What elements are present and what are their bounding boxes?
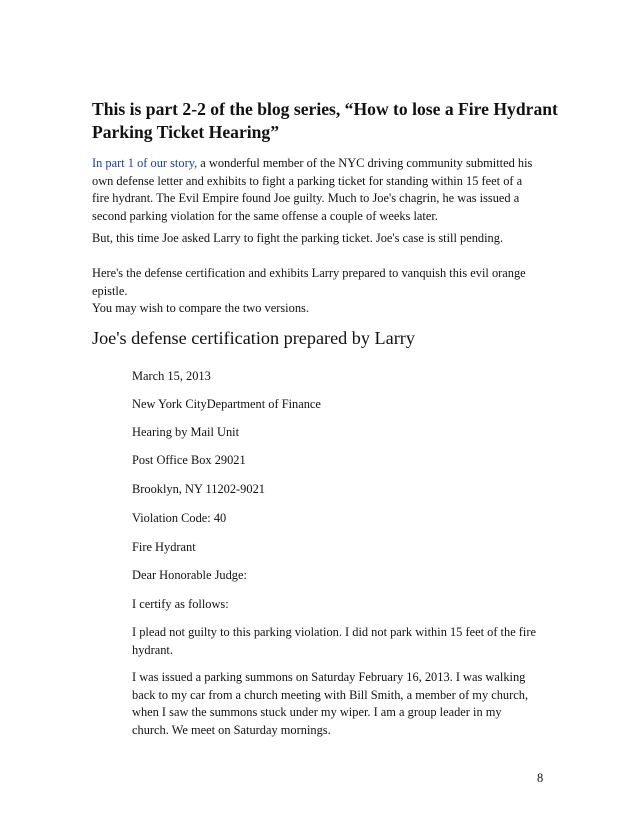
intro-line-2: own defense letter and exhibits to fight a parking ticket for standing within 15 feet of a — [92, 173, 523, 188]
paragraph-defense-exhibits-line-2: epistle. — [92, 283, 128, 298]
post-title-line-2: Parking Ticket Hearing” — [92, 122, 280, 142]
post-title-line-1: This is part 2-2 of the blog series, “How to lose a Fire Hydrant — [92, 99, 558, 119]
letter-date-text: March 15, 2013 — [132, 369, 211, 383]
intro-line-1-text: a wonderful member of the NYC driving community submitted his — [197, 156, 533, 170]
letter-date — [132, 368, 562, 386]
page-number: 8 — [537, 771, 544, 785]
letter-address-line-1 — [132, 396, 562, 414]
letter-address-line-2 — [132, 424, 562, 442]
section-heading: Joe's defense certification prepared by Larry — [92, 328, 415, 348]
intro-line-4: second parking violation for the same offense a couple of weeks later. — [92, 208, 438, 223]
letter-summons-line-3: when I saw the summons stuck under my wiper. I am a group leader in my — [132, 705, 502, 719]
letter-summons-paragraph — [132, 669, 562, 739]
intro-line-3: fire hydrant. The Evil Empire found Joe guilty. Much to Joe's chagrin, he was issued a — [92, 191, 520, 205]
letter-salutation-text: Dear Honorable Judge: — [132, 568, 247, 582]
part-1-link[interactable]: In part 1 of our story, — [92, 156, 198, 170]
letter-violation-code — [132, 510, 562, 528]
letter-summons-line-4: church. We meet on Saturday mornings. — [132, 722, 331, 737]
intro-line-1 — [92, 155, 562, 173]
post-title — [92, 98, 562, 144]
letter-address-line-3 — [132, 452, 562, 470]
letter-plea-line-1: I plead not guilty to this parking violation. I did not park within 15 feet of the fire — [132, 625, 536, 639]
letter-address-line-4 — [132, 481, 562, 499]
paragraph-larry-fights-text: But, this time Joe asked Larry to fight the parking ticket. Joe's case is still pending. — [92, 231, 504, 245]
letter-violation-code-text: Violation Code: 40 — [132, 511, 227, 525]
paragraph-defense-exhibits-line-1: Here's the defense certification and exhibits Larry prepared to vanquish this evil orange — [92, 266, 526, 280]
letter-summons-line-1: I was issued a parking summons on Saturday February 16, 2013. I was walking — [132, 670, 526, 684]
paragraph-compare — [92, 300, 562, 318]
letter-address-line-2-text: Hearing by Mail Unit — [132, 425, 240, 439]
letter-address-line-1-text: New York CityDepartment of Finance — [132, 397, 321, 411]
letter-violation-name-text: Fire Hydrant — [132, 540, 196, 554]
letter-certify-text: I certify as follows: — [132, 597, 229, 611]
letter-address-line-4-text: Brooklyn, NY 11202-9021 — [132, 482, 265, 496]
paragraph-larry-fights — [92, 230, 562, 248]
paragraph-defense-exhibits — [92, 265, 562, 300]
letter-summons-line-2: back to my car from a church meeting with Bill Smith, a member of my church, — [132, 687, 529, 702]
paragraph-compare-text: You may wish to compare the two versions. — [92, 301, 309, 315]
intro-paragraph — [92, 155, 562, 225]
letter-plea-line-2: hydrant. — [132, 642, 173, 657]
letter-plea-paragraph — [132, 624, 562, 659]
letter-violation-name — [132, 539, 562, 557]
letter-certify — [132, 596, 562, 614]
letter-salutation — [132, 567, 562, 585]
letter-address-line-3-text: Post Office Box 29021 — [132, 453, 246, 467]
